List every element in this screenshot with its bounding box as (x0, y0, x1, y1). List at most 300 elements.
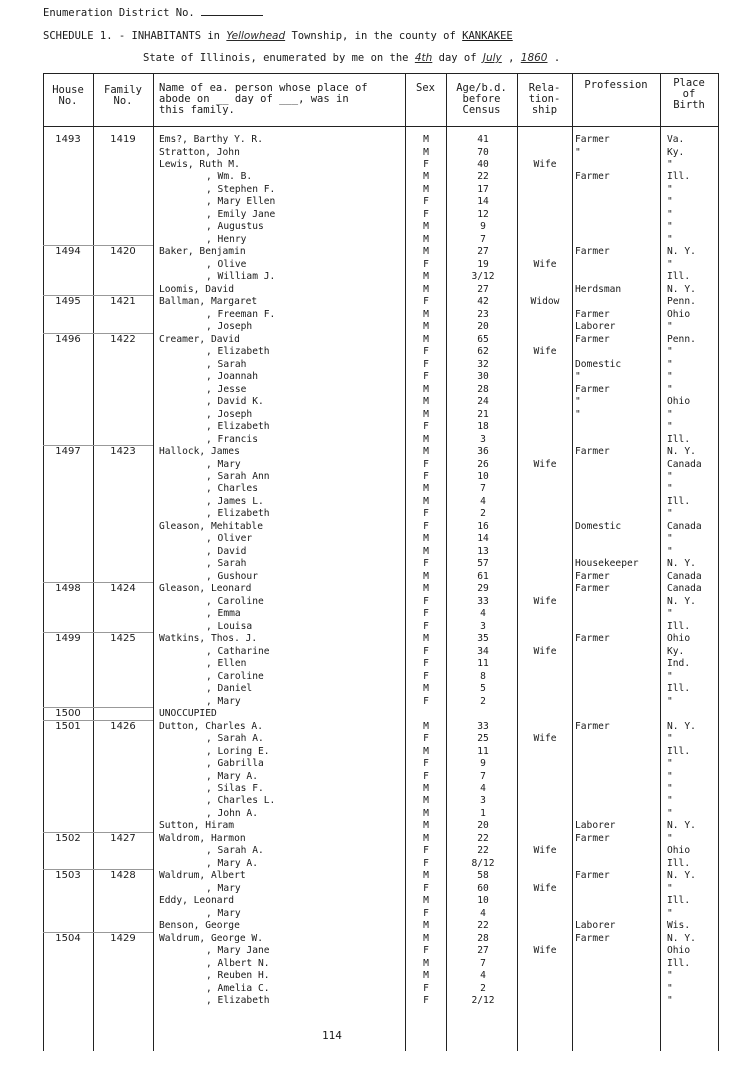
birthplace-value: " (667, 807, 673, 819)
sex-value: M (423, 583, 429, 595)
table-row (43, 471, 718, 483)
sex-value: F (423, 595, 429, 607)
age-value: 4 (480, 970, 486, 982)
profession-value: Farmer (575, 720, 610, 732)
birthplace-value: Ind. (667, 658, 691, 670)
sex-value: F (423, 159, 429, 170)
person-name: , Mary (206, 907, 241, 919)
table-row (43, 733, 718, 745)
birthplace-value: " (667, 383, 673, 395)
col-header-age: Age/b.d. before Census (456, 82, 507, 116)
person-name: , Elizabeth (206, 346, 270, 358)
age-value: 29 (477, 583, 489, 595)
person-name: , Olive (206, 258, 247, 270)
sex-value: F (423, 471, 429, 482)
sex-value: M (423, 832, 429, 844)
table-row (43, 571, 718, 583)
person-name: , Francis (206, 433, 258, 445)
table-row (43, 421, 718, 433)
birthplace-value: " (667, 258, 673, 270)
sex-value: M (423, 495, 429, 507)
house-number: 1499 (55, 633, 81, 645)
table-row (43, 870, 718, 882)
birthplace-value: " (667, 196, 673, 208)
table-row (43, 234, 718, 246)
col-header-sex: Sex (416, 82, 435, 94)
family-number: 1428 (110, 870, 136, 882)
sex-value: F (423, 421, 429, 432)
sex-value: M (423, 396, 429, 408)
sex-value: M (423, 870, 429, 882)
profession-value: Farmer (575, 308, 610, 320)
sex-value: F (423, 882, 429, 894)
person-name: , Daniel (206, 683, 253, 695)
profession-value: " (575, 396, 581, 408)
table-row (43, 983, 718, 995)
person-name: , Silas F. (206, 783, 264, 794)
family-number: 1424 (110, 583, 136, 595)
relationship-value: Wife (533, 346, 557, 358)
birthplace-value: N. Y. (667, 720, 696, 732)
enum-month: July (482, 52, 502, 64)
table-row (43, 758, 718, 770)
family-number: 1420 (110, 246, 136, 258)
birthplace-value: Ky. (667, 146, 685, 158)
table-row (43, 459, 718, 471)
age-value: 22 (477, 171, 489, 183)
birthplace-value: " (667, 695, 673, 707)
enum-day: 4th (414, 52, 433, 64)
age-value: 40 (477, 159, 489, 170)
birthplace-value: " (667, 208, 673, 220)
birthplace-value: " (667, 795, 673, 807)
birthplace-value: " (667, 907, 673, 919)
birthplace-value: " (667, 221, 673, 233)
birthplace-value: Penn. (667, 296, 696, 308)
sex-value: F (423, 845, 429, 857)
house-number: 1496 (55, 333, 81, 345)
family-number: 1422 (110, 333, 136, 345)
birthplace-value: Ill. (667, 495, 691, 507)
relationship-value: Wife (533, 159, 557, 170)
age-value: 27 (477, 283, 489, 295)
age-value: 9 (480, 758, 486, 769)
age-value: 58 (477, 870, 489, 882)
table-row (43, 683, 718, 695)
birthplace-value: N. Y. (667, 595, 696, 607)
sex-value: M (423, 321, 429, 333)
birthplace-value: " (667, 995, 673, 1007)
sex-value: F (423, 458, 429, 470)
house-number: 1504 (55, 932, 81, 944)
relationship-value: Widow (530, 296, 560, 308)
sex-value: F (423, 670, 429, 682)
birthplace-value: Ill. (667, 433, 691, 445)
age-value: 60 (477, 882, 489, 894)
person-name: , Mary (206, 882, 241, 894)
person-name: , Sarah Ann (206, 471, 270, 482)
birthplace-value: " (667, 358, 673, 370)
sex-value: M (423, 807, 429, 819)
age-value: 21 (477, 408, 489, 420)
table-row (43, 995, 718, 1007)
sex-value: M (423, 171, 429, 183)
person-name: Hallock, James (159, 446, 240, 457)
person-name: , Loring E. (206, 745, 270, 757)
family-number: 1427 (110, 832, 136, 844)
age-value: 42 (477, 296, 489, 308)
age-value: 2/12 (471, 995, 495, 1007)
sex-value: F (423, 520, 429, 532)
birthplace-value: N. Y. (667, 558, 696, 570)
table-row (43, 346, 718, 358)
person-name: , Charles L. (206, 795, 276, 807)
age-value: 28 (477, 932, 489, 944)
sex-value: M (423, 233, 429, 245)
table-row (43, 533, 718, 545)
table-row (43, 633, 718, 645)
house-number: 1498 (55, 583, 81, 595)
profession-value: Farmer (575, 570, 610, 582)
state-line (143, 52, 560, 64)
person-name: , Freeman F. (206, 308, 276, 320)
birthplace-value: N. Y. (667, 246, 696, 258)
age-value: 8 (480, 670, 486, 682)
sex-value: M (423, 183, 429, 195)
table-row (43, 721, 718, 733)
person-name: Waldrum, George W. (159, 932, 263, 944)
person-name: Ballman, Margaret (159, 296, 258, 308)
birthplace-value: N. Y. (667, 870, 696, 882)
sex-value: F (423, 770, 429, 782)
age-value: 1 (480, 807, 486, 819)
sex-value: F (423, 620, 429, 632)
day-of-label: day of (438, 52, 477, 64)
house-number: 1497 (55, 446, 81, 457)
profession-value: Farmer (575, 383, 610, 395)
relationship-value: Wife (533, 945, 557, 957)
profession-value: Herdsman (575, 283, 622, 295)
col-header-birthplace: Place of Birth (673, 77, 705, 111)
age-value: 22 (477, 832, 489, 844)
district-line (43, 6, 263, 19)
age-value: 11 (477, 745, 489, 757)
person-name: , Mary A. (206, 857, 258, 869)
age-value: 3/12 (471, 271, 495, 283)
table-row (43, 284, 718, 296)
census-table (43, 73, 718, 1051)
person-name: , David K. (206, 396, 264, 408)
age-value: 28 (477, 383, 489, 395)
table-row (43, 483, 718, 495)
family-number: 1425 (110, 633, 136, 645)
birthplace-value: " (667, 533, 673, 545)
person-name: Waldrom, Harmon (159, 832, 246, 844)
person-name: , Emily Jane (206, 208, 276, 220)
birthplace-value: Ohio (667, 396, 691, 408)
age-value: 10 (477, 895, 489, 907)
age-value: 8/12 (471, 857, 495, 869)
birthplace-value: " (667, 371, 673, 383)
birthplace-value: " (667, 421, 673, 432)
person-name: Eddy, Leonard (159, 895, 235, 907)
sex-value: M (423, 146, 429, 158)
house-number: 1503 (55, 870, 81, 882)
table-row (43, 546, 718, 558)
profession-value: Farmer (575, 246, 610, 258)
table-row (43, 271, 718, 283)
age-value: 26 (477, 458, 489, 470)
age-value: 30 (477, 371, 489, 383)
district-blank (201, 6, 263, 16)
table-row (43, 658, 718, 670)
birthplace-value: N. Y. (667, 283, 696, 295)
table-row (43, 396, 718, 408)
birthplace-value: Ill. (667, 271, 691, 283)
age-value: 41 (477, 134, 489, 145)
table-row (43, 196, 718, 208)
profession-value: " (575, 371, 581, 383)
birthplace-value: Wis. (667, 920, 691, 932)
sex-value: F (423, 695, 429, 707)
birthplace-value: Ill. (667, 957, 691, 969)
birthplace-value: Penn. (667, 333, 696, 345)
table-row (43, 184, 718, 196)
table-row (43, 783, 718, 795)
table-row (43, 771, 718, 783)
age-value: 20 (477, 820, 489, 832)
person-name: , Elizabeth (206, 995, 270, 1007)
age-value: 22 (477, 920, 489, 932)
birthplace-value: " (667, 832, 673, 844)
profession-value: Farmer (575, 171, 610, 183)
person-name: , Amelia C. (206, 982, 270, 994)
age-value: 7 (480, 770, 486, 782)
family-number: 1426 (110, 720, 136, 732)
district-label: Enumeration District No. (43, 7, 195, 19)
family-number: 1419 (110, 134, 136, 145)
person-name: , Elizabeth (206, 421, 270, 432)
house-number: 1501 (55, 720, 81, 732)
birthplace-value: Ill. (667, 857, 691, 869)
sex-value: F (423, 258, 429, 270)
table-row (43, 371, 718, 383)
age-value: 4 (480, 907, 486, 919)
birthplace-value: " (667, 508, 673, 520)
person-name: , Reuben H. (206, 970, 270, 982)
family-number: 1421 (110, 296, 136, 308)
profession-value: Housekeeper (575, 558, 639, 570)
birthplace-value: " (667, 733, 673, 744)
age-value: 62 (477, 346, 489, 358)
year-end: . (553, 52, 561, 64)
sex-value: M (423, 283, 429, 295)
table-row (43, 521, 718, 533)
birthplace-value: N. Y. (667, 446, 696, 457)
age-value: 12 (477, 208, 489, 220)
table-row (43, 259, 718, 271)
person-name: , Jesse (206, 383, 247, 395)
sex-value: F (423, 296, 429, 308)
person-name: Watkins, Thos. J. (159, 633, 258, 645)
person-name: , Oliver (206, 533, 253, 545)
house-number: 1495 (55, 296, 81, 308)
person-name: , Sarah (206, 358, 247, 370)
sex-value: F (423, 758, 429, 769)
sex-value: F (423, 995, 429, 1007)
table-row (43, 808, 718, 820)
person-name: , Joseph (206, 408, 253, 420)
age-value: 7 (480, 483, 486, 495)
birthplace-value: " (667, 758, 673, 769)
age-value: 7 (480, 233, 486, 245)
house-number: 1502 (55, 832, 81, 844)
person-name: , Joseph (206, 321, 253, 333)
age-value: 14 (477, 196, 489, 208)
table-row (43, 334, 718, 346)
table-row (43, 671, 718, 683)
profession-value: Farmer (575, 583, 610, 595)
table-row (43, 883, 718, 895)
birthplace-value: " (667, 483, 673, 495)
header-rule (43, 126, 718, 127)
person-name: , Augustus (206, 221, 264, 233)
col-header-relationship: Rela- tion- ship (528, 82, 561, 116)
age-value: 32 (477, 358, 489, 370)
page-number: 114 (322, 1029, 342, 1042)
birthplace-value: Canada (667, 570, 702, 582)
birthplace-value: " (667, 670, 673, 682)
person-name: , Sarah (206, 558, 247, 570)
age-value: 34 (477, 645, 489, 657)
sex-value: M (423, 633, 429, 645)
person-name: Gleason, Leonard (159, 583, 252, 595)
sex-value: M (423, 820, 429, 832)
sex-value: M (423, 895, 429, 907)
table-top-rule (43, 73, 718, 74)
table-row (43, 833, 718, 845)
person-name: , Gabrilla (206, 758, 264, 769)
age-value: 24 (477, 396, 489, 408)
person-name: Gleason, Mehitable (159, 520, 263, 532)
person-name: , Mary Jane (206, 945, 270, 957)
profession-value: Domestic (575, 358, 622, 370)
birthplace-value: " (667, 608, 673, 620)
age-value: 33 (477, 595, 489, 607)
age-value: 18 (477, 421, 489, 432)
age-value: 2 (480, 508, 486, 520)
person-name: Loomis, David (159, 283, 235, 295)
birthplace-value: " (667, 982, 673, 994)
birthplace-value: " (667, 770, 673, 782)
sex-value: M (423, 920, 429, 932)
age-value: 70 (477, 146, 489, 158)
person-name: Benson, George (159, 920, 240, 932)
age-value: 16 (477, 520, 489, 532)
table-row (43, 746, 718, 758)
table-row (43, 246, 718, 258)
sex-value: M (423, 383, 429, 395)
sex-value: M (423, 957, 429, 969)
person-name: , Ellen (206, 658, 247, 670)
sex-value: M (423, 483, 429, 495)
sex-value: F (423, 945, 429, 957)
table-row (43, 209, 718, 221)
birthplace-value: Ill. (667, 171, 691, 183)
relationship-value: Wife (533, 733, 557, 744)
sex-value: M (423, 533, 429, 545)
age-value: 35 (477, 633, 489, 645)
house-number: 1494 (55, 246, 81, 258)
table-row (43, 596, 718, 608)
age-value: 3 (480, 795, 486, 807)
table-row (43, 858, 718, 870)
sex-value: M (423, 570, 429, 582)
table-row (43, 309, 718, 321)
profession-value: Farmer (575, 446, 610, 457)
birthplace-value: Ohio (667, 633, 691, 645)
profession-value: Farmer (575, 932, 610, 944)
person-name: Baker, Benjamin (159, 246, 246, 258)
sex-value: F (423, 346, 429, 358)
birthplace-value: " (667, 346, 673, 358)
person-name: , Charles (206, 483, 258, 495)
birthplace-value: Canada (667, 583, 702, 595)
sex-value: M (423, 446, 429, 457)
birthplace-value: Ohio (667, 945, 691, 957)
person-name: UNOCCUPIED (159, 708, 217, 720)
sex-value: F (423, 558, 429, 570)
township-name: Yellowhead (226, 30, 286, 42)
age-value: 65 (477, 333, 489, 345)
schedule-line (43, 30, 513, 42)
birthplace-value: Ohio (667, 308, 691, 320)
table-row (43, 583, 718, 595)
table-row (43, 296, 718, 308)
table-row (43, 221, 718, 233)
table-row (43, 933, 718, 945)
person-name: , Gushour (206, 570, 258, 582)
birthplace-value: " (667, 545, 673, 557)
relationship-value: Wife (533, 645, 557, 657)
family-number: 1429 (110, 932, 136, 944)
sex-value: M (423, 683, 429, 695)
person-name: Lewis, Ruth M. (159, 159, 240, 170)
sex-value: M (423, 745, 429, 757)
table-row (43, 384, 718, 396)
sex-value: F (423, 608, 429, 620)
table-row (43, 171, 718, 183)
person-name: , Caroline (206, 595, 264, 607)
age-value: 9 (480, 221, 486, 233)
birthplace-value: Ky. (667, 645, 685, 657)
person-name: Ems?, Barthy Y. R. (159, 134, 263, 145)
age-value: 36 (477, 446, 489, 457)
birthplace-value: " (667, 183, 673, 195)
table-row (43, 359, 718, 371)
birthplace-value: Ill. (667, 745, 691, 757)
person-name: Sutton, Hiram (159, 820, 235, 832)
person-name: , Catharine (206, 645, 270, 657)
profession-value: Farmer (575, 633, 610, 645)
table-row (43, 608, 718, 620)
year-sep: , (508, 52, 515, 64)
profession-value: Laborer (575, 920, 616, 932)
col-header-family: Family No. (104, 84, 142, 107)
table-row (43, 558, 718, 570)
age-value: 5 (480, 683, 486, 695)
family-number: 1423 (110, 446, 136, 457)
